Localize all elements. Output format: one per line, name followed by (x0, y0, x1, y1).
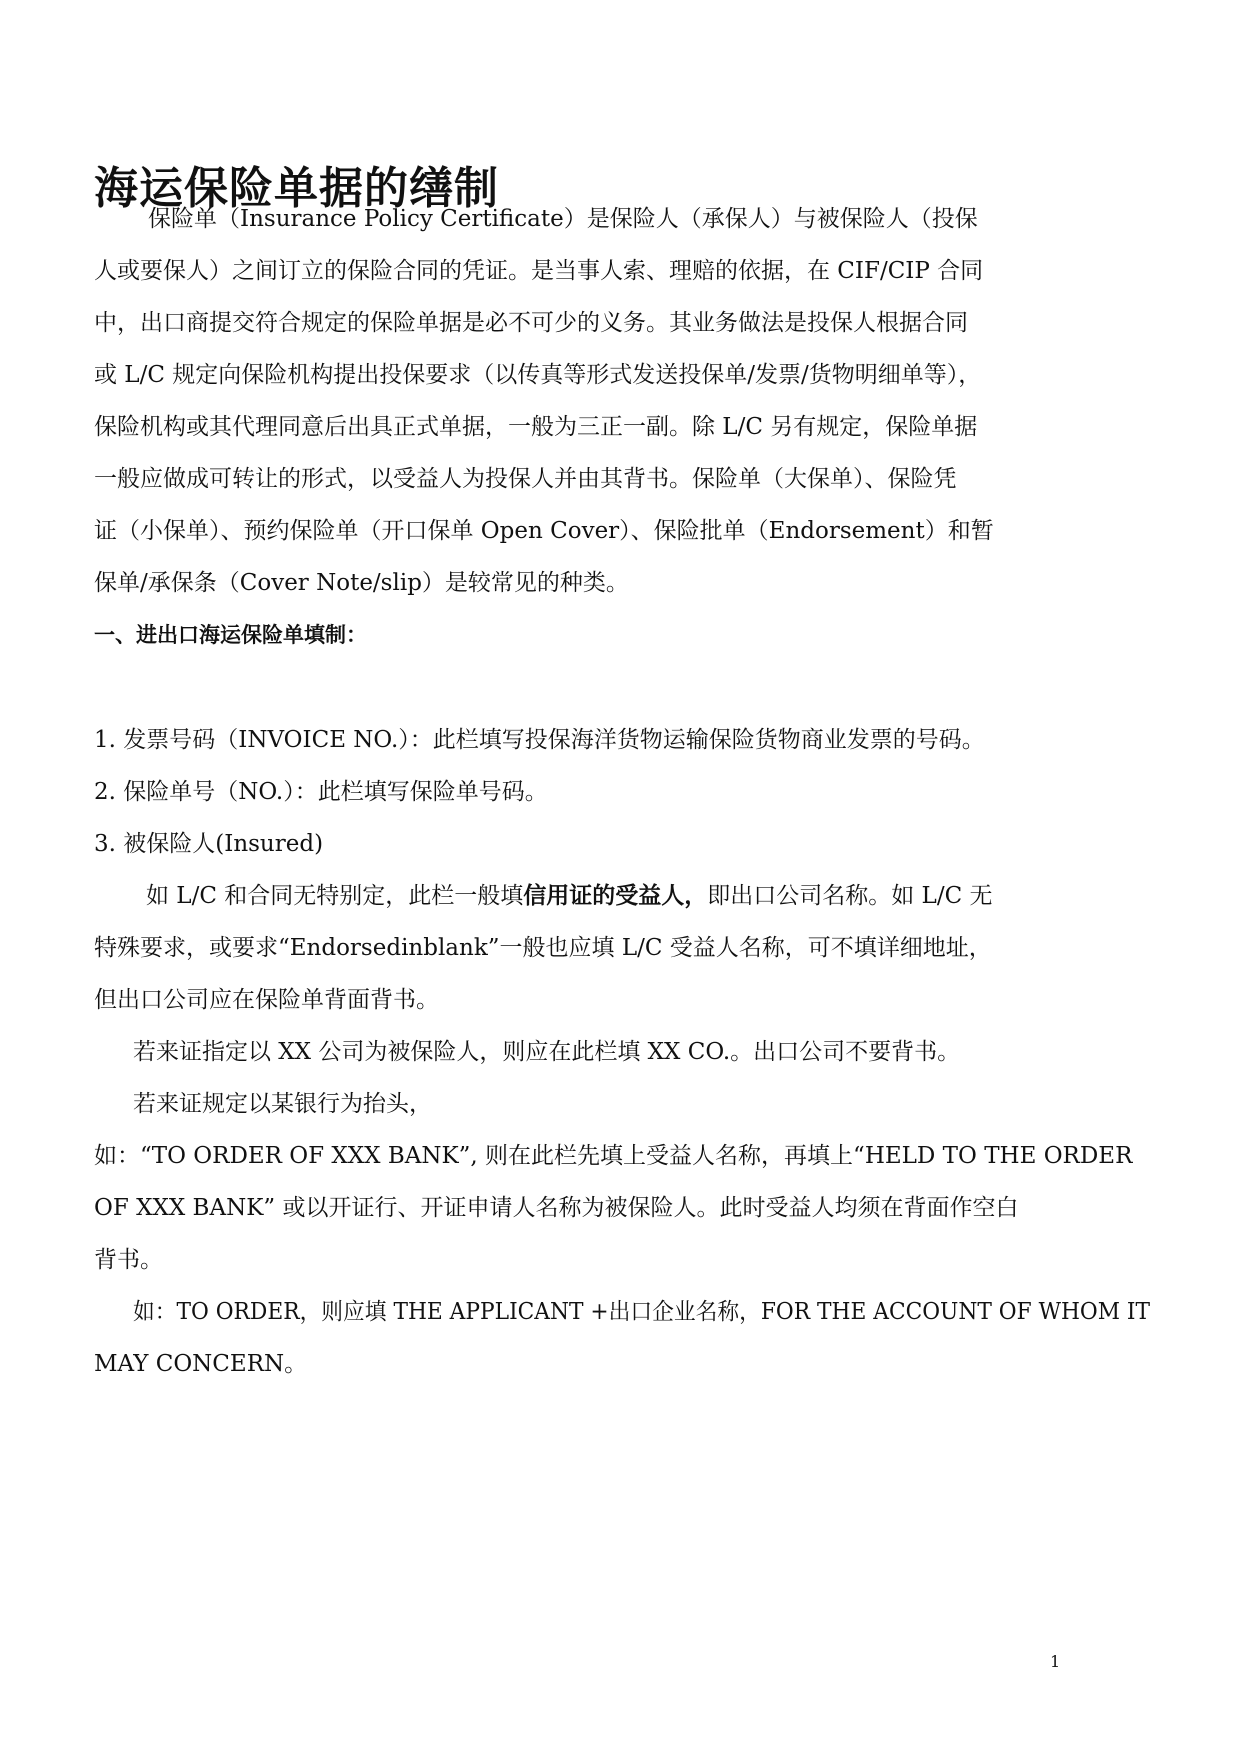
paragraph-line: MAY CONCERN。 (94, 1351, 308, 1377)
intro-line: 一般应做成可转让的形式，以受益人为投保人并由其背书。保险单（大保单）、保险凭 (94, 466, 957, 492)
insured-text: 如 L/C 和合同无特别定，此栏一般填 (146, 883, 524, 909)
paragraph-line: 若来证规定以某银行为抬头， (133, 1091, 432, 1117)
intro-line: 或 L/C 规定向保险机构提出投保要求（以传真等形式发送投保单/发票/货物明细单等）， (94, 362, 982, 388)
paragraph-line: 背书。 (94, 1247, 163, 1273)
intro-line: 保单/承保条（Cover Note/slip）是较常见的种类。 (94, 570, 629, 596)
page-number: 1 (1050, 1652, 1061, 1671)
section-heading: 一、进出口海运保险单填制： (94, 623, 367, 647)
insured-line: 特殊要求，或要求“Endorsedinblank”一般也应填 L/C 受益人名称，可不填详细地址， (94, 935, 992, 961)
insured-line (146, 881, 993, 911)
list-item: 3. 被保险人(Insured) (94, 831, 324, 857)
intro-line: 保险机构或其代理同意后出具正式单据，一般为三正一副。除 L/C 另有规定，保险单据 (94, 414, 978, 440)
paragraph-line: 如：“TO ORDER OF XXX BANK”, 则在此栏先填上受益人名称，再填上“HELD TO THE ORDER (94, 1143, 1133, 1169)
insured-emphasis: 信用证的受益人， (523, 882, 708, 909)
intro-line: 证（小保单）、预约保险单（开口保单 Open Cover）、保险批单（Endorsement）和暂 (94, 518, 994, 544)
paragraph-line: 若来证指定以 XX 公司为被保险人，则应在此栏填 XX CO.。出口公司不要背书。 (133, 1039, 961, 1065)
list-item: 2. 保险单号（NO.）：此栏填写保险单号码。 (94, 779, 548, 805)
document-title: 海运保险单据的缮制 (94, 163, 499, 214)
intro-line: 人或要保人）之间订立的保险合同的凭证。是当事人索、理赔的依据，在 CIF/CIP 合同 (94, 258, 984, 284)
paragraph-line: 如：TO ORDER，则应填 THE APPLICANT +出口企业名称，FOR THE ACCOUNT OF WHOM IT (133, 1299, 1150, 1325)
intro-line: 中，出口商提交符合规定的保险单据是必不可少的义务。其业务做法是投保人根据合同 (94, 310, 968, 336)
list-item: 1. 发票号码（INVOICE NO.）：此栏填写投保海洋货物运输保险货物商业发票的号码。 (94, 727, 985, 753)
insured-line: 但出口公司应在保险单背面背书。 (94, 987, 439, 1013)
intro-line: 保险单（Insurance Policy Certificate）是保险人（承保人）与被保险人（投保 (148, 206, 978, 232)
paragraph-line: OF XXX BANK” 或以开证行、开证申请人名称为被保险人。此时受益人均须在背面作空白 (94, 1195, 1019, 1221)
insured-text: 即出口公司名称。如 L/C 无 (707, 883, 993, 909)
